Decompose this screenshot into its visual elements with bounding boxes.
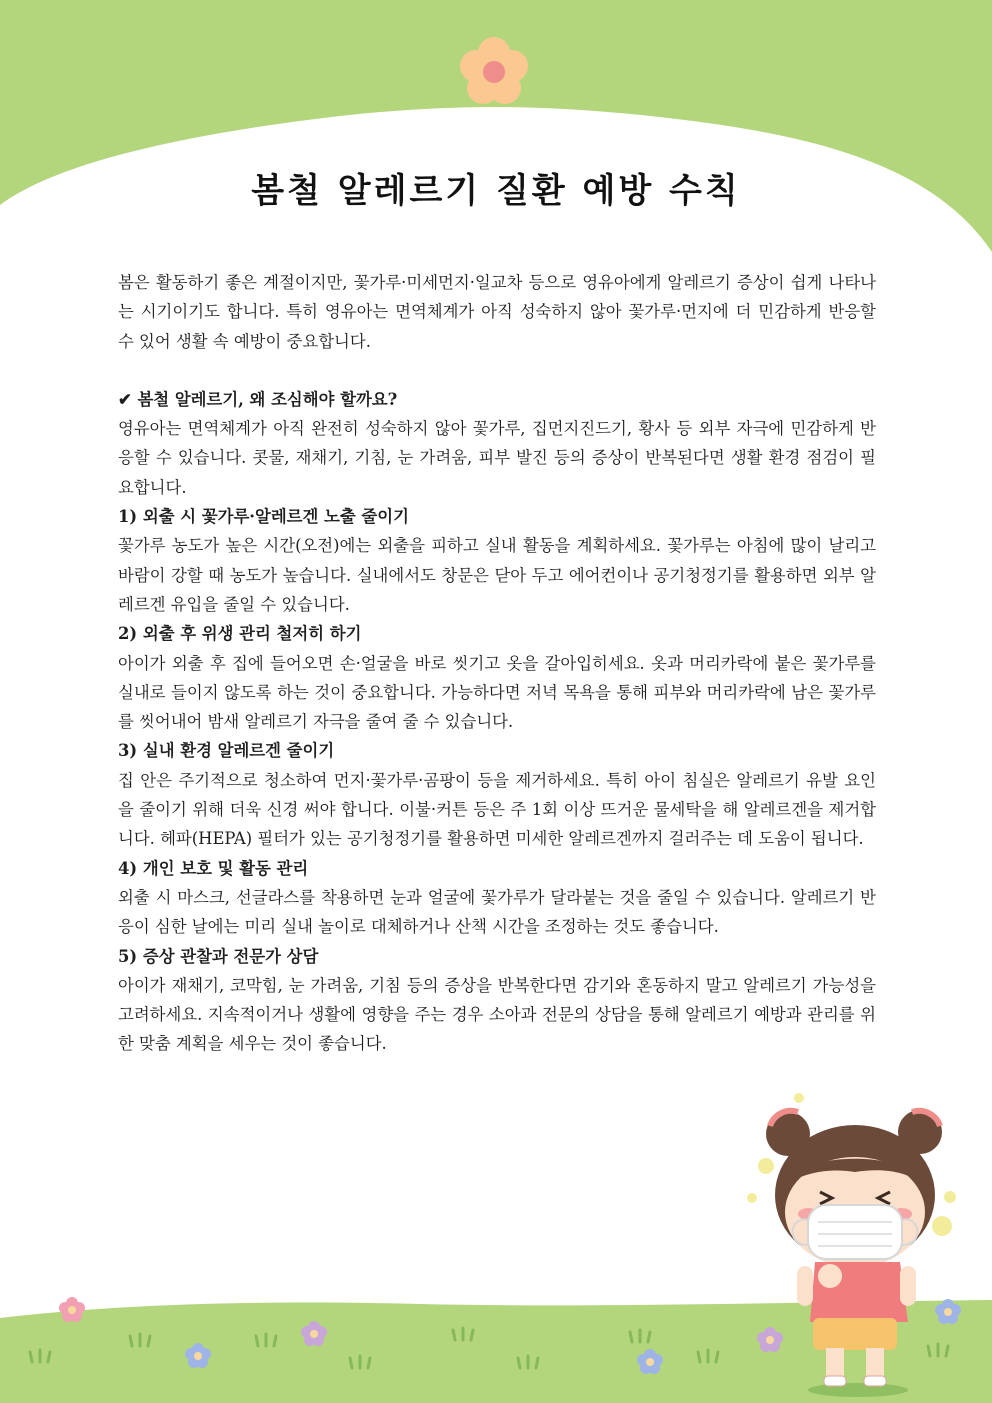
- section-heading-4: 4) 개인 보호 및 활동 관리: [118, 858, 309, 878]
- section-body-4: 외출 시 마스크, 선글라스를 착용하면 눈과 얼굴에 꽃가루가 달라붙는 것을 줄일 수 있습니다. 알레르기 반응이 심한 날에는 미리 실내 놀이로 대체하거나 산책 시간을 조정하는 것도 좋습니다.: [118, 887, 876, 937]
- section-body-3: 집 안은 주기적으로 청소하여 먼지·꽃가루·곰팡이 등을 제거하세요. 특히 아이 침실은 알레르기 유발 요인을 줄이기 위해 더욱 신경 써야 합니다. 이불·커튼 등은 주 1회 이상 뜨거운 물세탁을 해 알레르겐을 제거합니다. 헤파(HEPA) 필터가 있는 공기청정기를 활용하면 미세한 알레르겐까지 걸러주는 데 도움이 됩니다.: [118, 770, 876, 849]
- question-heading: ✔ 봄철 알레르기, 왜 조심해야 할까요?: [118, 389, 398, 409]
- pink-flower-icon: [59, 1297, 85, 1322]
- intro-paragraph: 봄은 활동하기 좋은 계절이지만, 꽃가루·미세먼지·일교차 등으로 영유아에게 알레르기 증상이 쉽게 나타나는 시기이기도 합니다. 특히 영유아는 면역체계가 아직 성숙하지 않아 꽃가루·먼지에 더 민감하게 반응할 수 있어 생활 속 예방이 중요합니다.: [118, 273, 876, 351]
- section-body-5: 아이가 재채기, 코막힘, 눈 가려움, 기침 등의 증상을 반복한다면 감기와 혼동하지 말고 알레르기 가능성을 고려하세요. 지속적이거나 생활에 영향을 주는 경우 소아과 전문의 상담을 통해 알레르기 예방과 관리를 위한 맞춤 계획을 세우는 것이 좋습니다.: [118, 975, 876, 1054]
- section-heading-2: 2) 외출 후 위생 관리 철저히 하기: [118, 624, 362, 644]
- page-title: 봄철 알레르기 질환 예방 수칙: [251, 171, 741, 211]
- question-body: 영유아는 면역체계가 아직 완전히 성숙하지 않아 꽃가루, 집먼지진드기, 황사 등 외부 자극에 민감하게 반응할 수 있습니다. 콧물, 재채기, 기침, 눈 가려움, 피부 발진 등의 증상이 반복된다면 생활 환경 점검이 필요합니다.: [118, 419, 876, 497]
- section-heading-3: 3) 실내 환경 알레르겐 줄이기: [118, 741, 335, 761]
- section-body-2: 아이가 외출 후 집에 들어오면 손·얼굴을 바로 씻기고 옷을 갈아입히세요. 옷과 머리카락에 붙은 꽃가루를 실내로 들이지 않도록 하는 것이 중요합니다. 가능하다면 저녁 목욕을 통해 피부와 머리카락에 남은 꽃가루를 씻어내어 밤새 알레르기 자극을 줄여 줄 수 있습니다.: [118, 653, 876, 732]
- section-heading-1: 1) 외출 시 꽃가루·알레르겐 노출 줄이기: [118, 507, 409, 527]
- section-heading-5: 5) 증상 관찰과 전문가 상담: [118, 946, 319, 966]
- document-body: [118, 268, 876, 1059]
- section-body-1: 꽃가루 농도가 높은 시간(오전)에는 외출을 피하고 실내 활동을 계획하세요. 꽃가루는 아침에 많이 날리고 바람이 강할 때 농도가 높습니다. 실내에서도 창문은 닫아 두고 에어컨이나 공기청정기를 활용하면 외부 알레르겐 유입을 줄일 수 있습니다.: [118, 536, 876, 614]
